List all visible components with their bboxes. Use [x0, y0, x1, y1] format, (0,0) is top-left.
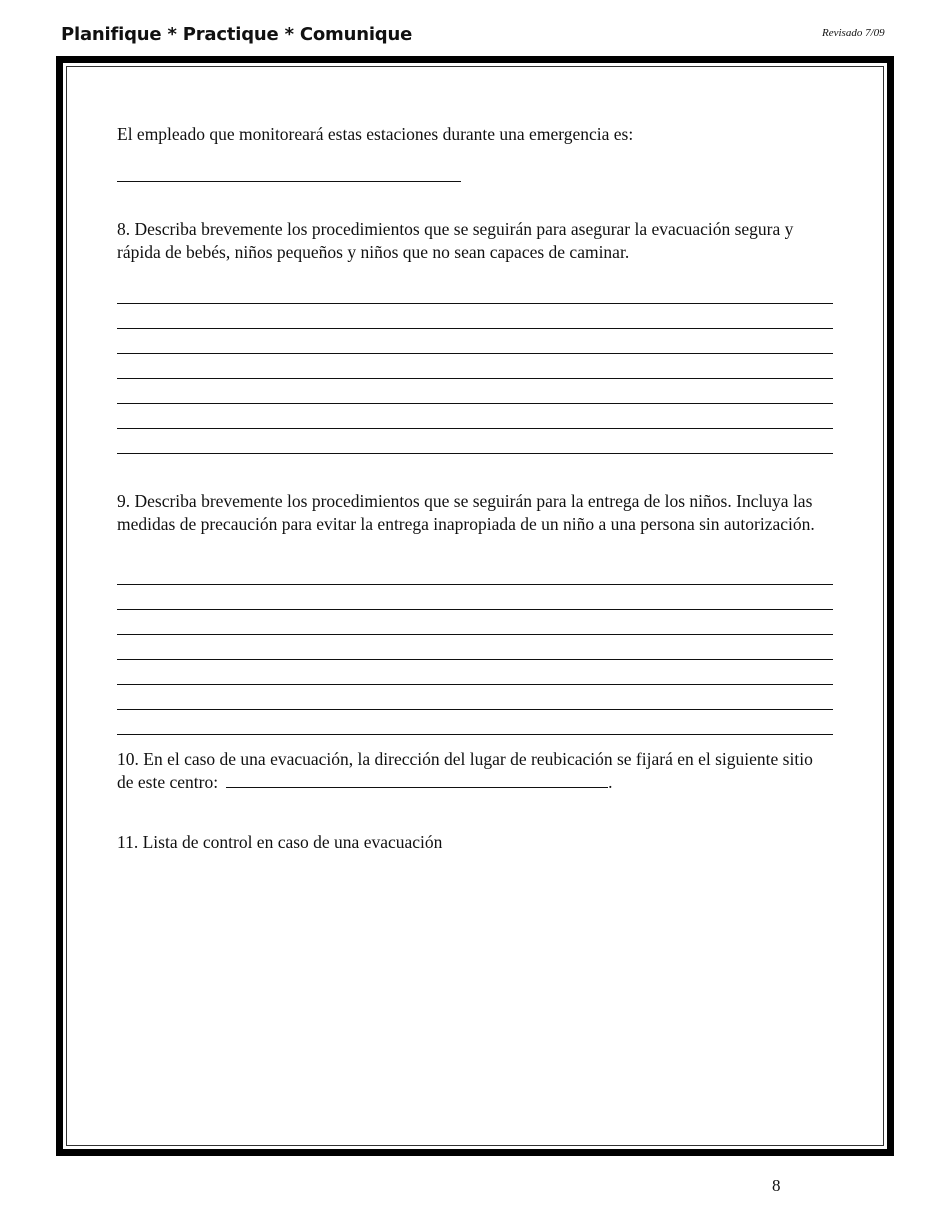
question-8-answer-line[interactable] [117, 453, 833, 454]
question-8-answer-line[interactable] [117, 353, 833, 354]
question-11-text: 11. Lista de control en caso de una evacuación [117, 832, 443, 852]
question-8-answer-line[interactable] [117, 428, 833, 429]
question-9-answer-line[interactable] [117, 709, 833, 710]
question-9-answer-line[interactable] [117, 659, 833, 660]
question-9-text: 9. Describa brevemente los procedimientos que se seguirán para la entrega de los niños. Incluya las medidas de precaución para evitar la entrega inapropiada de un niño a una persona sin autorización. [117, 491, 815, 534]
monitor-employee-prompt: El empleado que monitoreará estas estaciones durante una emergencia es: [117, 124, 634, 144]
question-10-period: . [608, 772, 613, 792]
monitor-employee-answer-line[interactable] [117, 181, 461, 182]
question-8-answer-line[interactable] [117, 328, 833, 329]
question-10-text [117, 748, 833, 794]
question-8-answer-line[interactable] [117, 403, 833, 404]
question-9-answer-line[interactable] [117, 684, 833, 685]
question-10-prompt: 10. En el caso de una evacuación, la dirección del lugar de reubicación se fijará en el siguiente sitio de este centro: [117, 749, 813, 792]
revision-date: Revisado 7/09 [822, 27, 885, 39]
question-8-answer-line[interactable] [117, 378, 833, 379]
question-9-answer-line[interactable] [117, 634, 833, 635]
relocation-site-answer-line[interactable] [226, 773, 608, 788]
header-title: Planifique * Practique * Comunique [61, 24, 413, 45]
question-8-answer-line[interactable] [117, 303, 833, 304]
question-8-text: 8. Describa brevemente los procedimientos que se seguirán para asegurar la evacuación segura y rápida de bebés, niños pequeños y niños que no sean capaces de caminar. [117, 219, 794, 262]
question-9-answer-line[interactable] [117, 734, 833, 735]
page-number: 8 [772, 1176, 781, 1195]
question-9-answer-line[interactable] [117, 609, 833, 610]
question-9-answer-line[interactable] [117, 584, 833, 585]
